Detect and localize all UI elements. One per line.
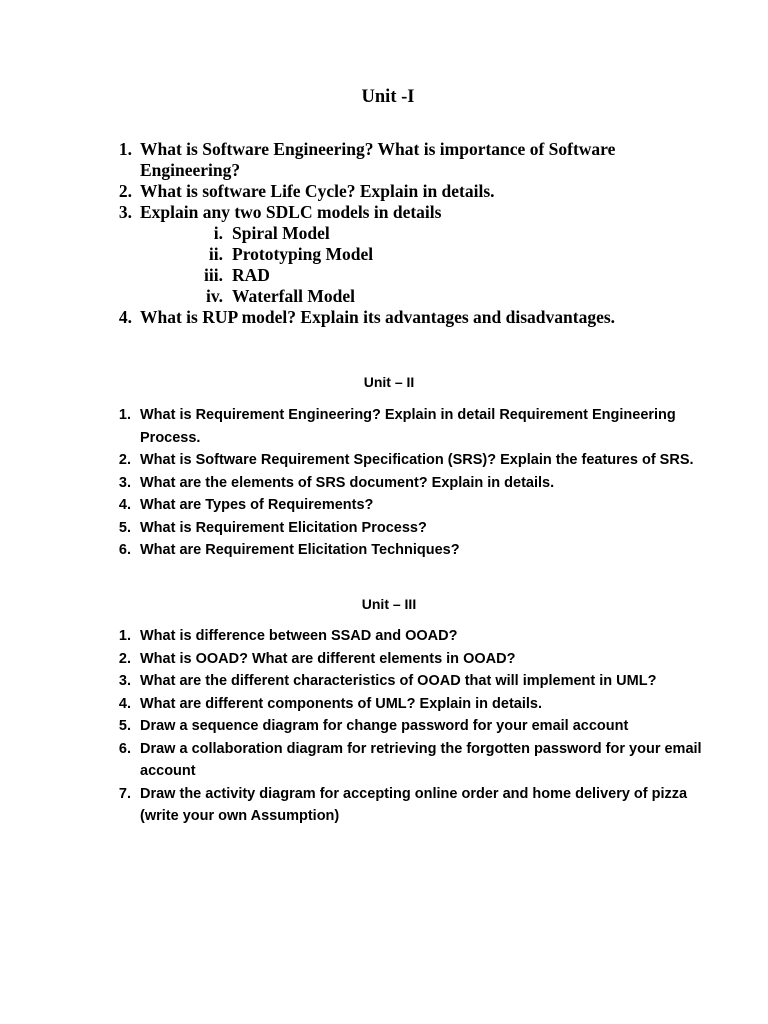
question-number: 2. — [118, 181, 132, 201]
question-text: What are the different characteristics of OOAD that will implement in UML? — [140, 673, 657, 689]
sub-item-text: Prototyping Model — [232, 244, 374, 264]
question-number: 4. — [118, 307, 132, 327]
sub-item-text: Waterfall Model — [232, 286, 355, 306]
unit-1-question — [108, 139, 668, 181]
question-text: Explain any two SDLC models in details — [140, 202, 442, 222]
question-number: 6. — [118, 542, 131, 558]
question-number: 2. — [118, 452, 131, 468]
question-number: 1. — [118, 407, 131, 423]
question-text: What is Software Engineering? What is importance of Software Engineering? — [140, 139, 616, 180]
sub-item-number: ii. — [208, 244, 223, 264]
question-text: What are Requirement Elicitation Techniques? — [140, 542, 460, 558]
question-number: 1. — [118, 628, 131, 644]
unit-3-question-list — [110, 625, 710, 828]
question-number: 3. — [118, 673, 131, 689]
sdlc-model-item — [108, 286, 668, 307]
unit-3-question — [110, 783, 710, 828]
unit-3-question — [110, 625, 710, 648]
question-number: 1. — [118, 139, 132, 159]
question-text: What is Requirement Engineering? Explain in detail Requirement Engineering Process. — [140, 407, 676, 446]
question-number: 4. — [118, 497, 131, 513]
unit-2-question-list — [110, 404, 710, 562]
question-text: What are the elements of SRS document? Explain in details. — [140, 474, 555, 491]
question-text: What is software Life Cycle? Explain in details. — [140, 181, 495, 201]
unit-3-question — [110, 715, 710, 738]
sdlc-model-item — [108, 244, 668, 265]
unit-3-title: Unit – III — [361, 596, 417, 612]
unit-3-question — [110, 738, 710, 783]
unit-2-title: Unit – II — [363, 374, 415, 390]
unit-1-question — [108, 307, 668, 328]
question-text: What are Types of Requirements? — [140, 497, 374, 513]
sub-item-number: iii. — [204, 265, 223, 285]
question-number: 2. — [118, 650, 131, 667]
unit-2-question — [110, 539, 710, 562]
unit-3-question — [110, 693, 710, 716]
unit-3-question — [110, 648, 710, 671]
question-text: What is difference between SSAD and OOAD? — [140, 628, 458, 644]
question-number: 6. — [118, 740, 131, 757]
question-text: What are different components of UML? Explain in details. — [140, 695, 543, 712]
sub-item-number: i. — [213, 223, 223, 243]
question-number: 4. — [118, 695, 131, 712]
unit-1-question — [108, 181, 668, 202]
sub-item-text: Spiral Model — [232, 223, 330, 243]
unit-1-question — [108, 202, 668, 223]
question-text: Draw a collaboration diagram for retrieving the forgotten password for your email account — [140, 740, 702, 779]
unit-2-question — [110, 517, 710, 540]
question-number: 3. — [118, 474, 131, 491]
unit-2-question — [110, 494, 710, 517]
question-number: 5. — [118, 718, 131, 734]
sdlc-model-item — [108, 223, 668, 244]
question-text: Draw a sequence diagram for change password for your email account — [140, 718, 629, 734]
question-text: What is Software Requirement Specification (SRS)? Explain the features of SRS. — [140, 452, 694, 468]
question-number: 7. — [118, 785, 131, 802]
sub-item-text: RAD — [232, 265, 270, 285]
sdlc-model-item — [108, 265, 668, 286]
question-text: What is OOAD? What are different elements in OOAD? — [140, 650, 516, 667]
unit-2-question — [110, 472, 710, 495]
question-text: What is RUP model? Explain its advantages and disadvantages. — [140, 307, 616, 327]
unit-2-question — [110, 404, 710, 449]
unit-1-question-list — [108, 139, 668, 328]
unit-1-title: Unit -I — [361, 87, 415, 107]
unit-2-question — [110, 449, 710, 472]
unit-3-question — [110, 670, 710, 693]
question-text: Draw the activity diagram for accepting online order and home delivery of pizza (write your own Assumption) — [140, 785, 688, 824]
question-number: 5. — [118, 519, 131, 536]
question-text: What is Requirement Elicitation Process? — [140, 519, 427, 536]
sub-item-number: iv. — [205, 286, 223, 306]
question-number: 3. — [118, 202, 132, 222]
